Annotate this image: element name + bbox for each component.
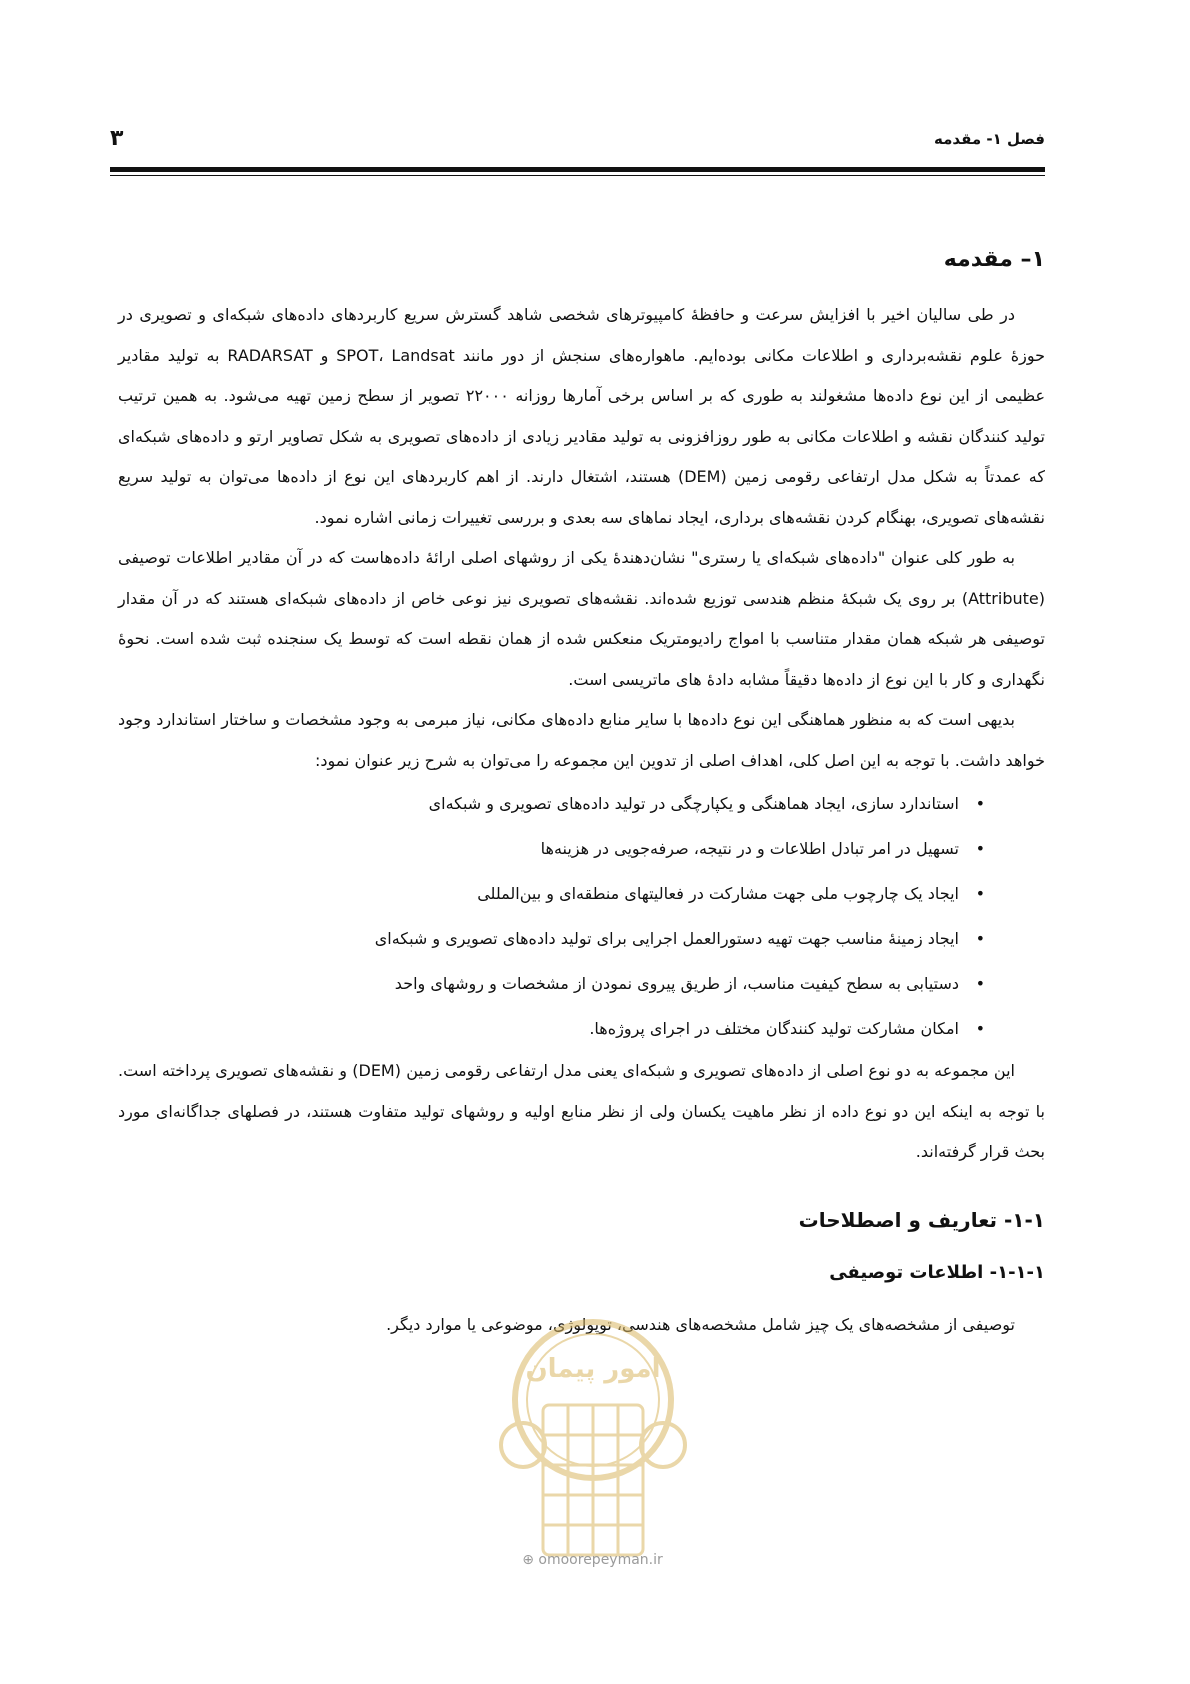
paragraph: بدیهی است که به منظور هماهنگی این نوع داده‌ها با سایر منابع داده‌های مکانی، نیاز مبرمی به وجود مشخصات و ساختار استاندارد وجود خواهد داشت. با توجه به این اصل کلی، اهداف اصلی از تدوین این مجموعه را می‌توان به شرح زیر عنوان نمود: <box>118 710 1045 770</box>
section-heading-introduction: ۱– مقدمه <box>943 247 1045 272</box>
list-item: • تسهیل در امر تبادل اطلاعات و در نتیجه، صرفه‌جویی در هزینه‌ها <box>118 826 985 871</box>
subsection-heading-attribute-info: ۱-۱-۱- اطلاعات توصیفی <box>829 1261 1045 1283</box>
bullet-icon: • <box>975 839 985 858</box>
header-rule-thick <box>110 167 1045 172</box>
svg-text:امور پیمان: امور پیمان <box>525 1354 661 1384</box>
list-item: • دستیابی به سطح کیفیت مناسب، از طریق پیروی نمودن از مشخصات و روشهای واحد <box>118 961 985 1006</box>
main-content <box>118 245 1045 1345</box>
section-heading-definitions: ۱-۱- تعاریف و اصطلاحات <box>798 1207 1045 1232</box>
bullet-icon: • <box>975 974 985 993</box>
objectives-list <box>118 781 1045 1051</box>
watermark-logo-icon <box>488 1315 698 1565</box>
list-item: • استاندارد سازی، ایجاد هماهنگی و یکپارچگی در تولید داده‌های تصویری و شبکه‌ای <box>118 781 985 826</box>
watermark-globe-icon: ⊕ <box>522 1552 534 1568</box>
chapter-title: فصل ۱- مقدمه <box>934 130 1045 148</box>
bullet-icon: • <box>975 794 985 813</box>
list-item: • ایجاد یک چارچوب ملی جهت مشارکت در فعالیتهای منطقه‌ای و بین‌المللی <box>118 871 985 916</box>
watermark-site: ⊕ omoorepeyman.ir <box>522 1552 663 1568</box>
header-rule-thin <box>110 175 1045 176</box>
page-header <box>110 126 1045 158</box>
paragraph: این مجموعه به دو نوع اصلی از داده‌های تصویری و شبکه‌ای یعنی مدل ارتفاعی رقومی زمین (DEM) و نقشه‌های تصویری پرداخته است. با توجه به اینکه این دو نوع داده از نظر ماهیت یکسان ولی از نظر منابع اولیه و روشهای تولید متفاوت هستند، در فصلهای جداگانه‌ای مورد بحث قرار گرفته‌اند. <box>118 1061 1045 1161</box>
list-item: • امکان مشارکت تولید کنندگان مختلف در اجرای پروژه‌ها. <box>118 1006 985 1051</box>
paragraph: در طی سالیان اخیر با افزایش سرعت و حافظهٔ کامپیوترهای شخصی شاهد گسترش سریع کاربردهای داده‌های شبکه‌ای و تصویری در حوزهٔ علوم نقشه‌برداری و اطلاعات مکانی بوده‌ایم. ماهواره‌های سنجش از دور مانند SPOT، Landsat و RADARSAT به تولید مقادیر عظیمی از این نوع داده‌ها مشغولند به طوری که بر اساس برخی آمارها روزانه ۲۲۰۰۰ تصویر از سطح زمین تهیه می‌شود. به همین ترتیب تولید کنندگان نقشه و اطلاعات مکانی به طور روزافزونی به تولید مقادیر زیادی از داده‌های تصویری به شکل تصاویر ارتو و داده‌های شبکه‌ای که عمدتاً به شکل مدل ارتفاعی رقومی زمین (DEM) هستند، اشتغال دارند. از اهم کاربردهای این نوع از داده‌ها می‌توان به تولید سریع نقشه‌های تصویری، بهنگام کردن نقشه‌های برداری، ایجاد نماهای سه بعدی و بررسی تغییرات زمانی اشاره نمود. <box>118 305 1046 527</box>
bullet-icon: • <box>975 929 985 948</box>
page-number: ۳ <box>110 126 124 151</box>
definition-text: توصیفی از مشخصه‌های یک چیز شامل مشخصه‌های هندسی، توپولوژی، موضوعی یا موارد دیگر. <box>386 1314 1015 1334</box>
paragraph: به طور کلی عنوان "داده‌های شبکه‌ای یا رستری" نشان‌دهندهٔ یکی از روشهای اصلی ارائهٔ داده‌هاست که در آن مقادیر اطلاعات توصیفی (Attribute) بر روی یک شبکهٔ منظم هندسی توزیع شده‌اند. نقشه‌های تصویری نیز نوعی خاص از داده‌های شبکه‌ای هستند که در آن مقدار توصیفی هر شبکه همان مقدار متناسب با امواج رادیومتریک منعکس شده از همان نقطه است که توسط یک سنجنده ثبت شده است. نحوهٔ نگهداری و کار با این نوع از داده‌ها دقیقاً مشابه دادهٔ های ماتریسی است. <box>118 548 1045 689</box>
list-item: • ایجاد زمینهٔ مناسب جهت تهیه دستورالعمل اجرایی برای تولید داده‌های تصویری و شبکه‌ای <box>118 916 985 961</box>
bullet-icon: • <box>975 884 985 903</box>
bullet-icon: • <box>975 1019 985 1038</box>
